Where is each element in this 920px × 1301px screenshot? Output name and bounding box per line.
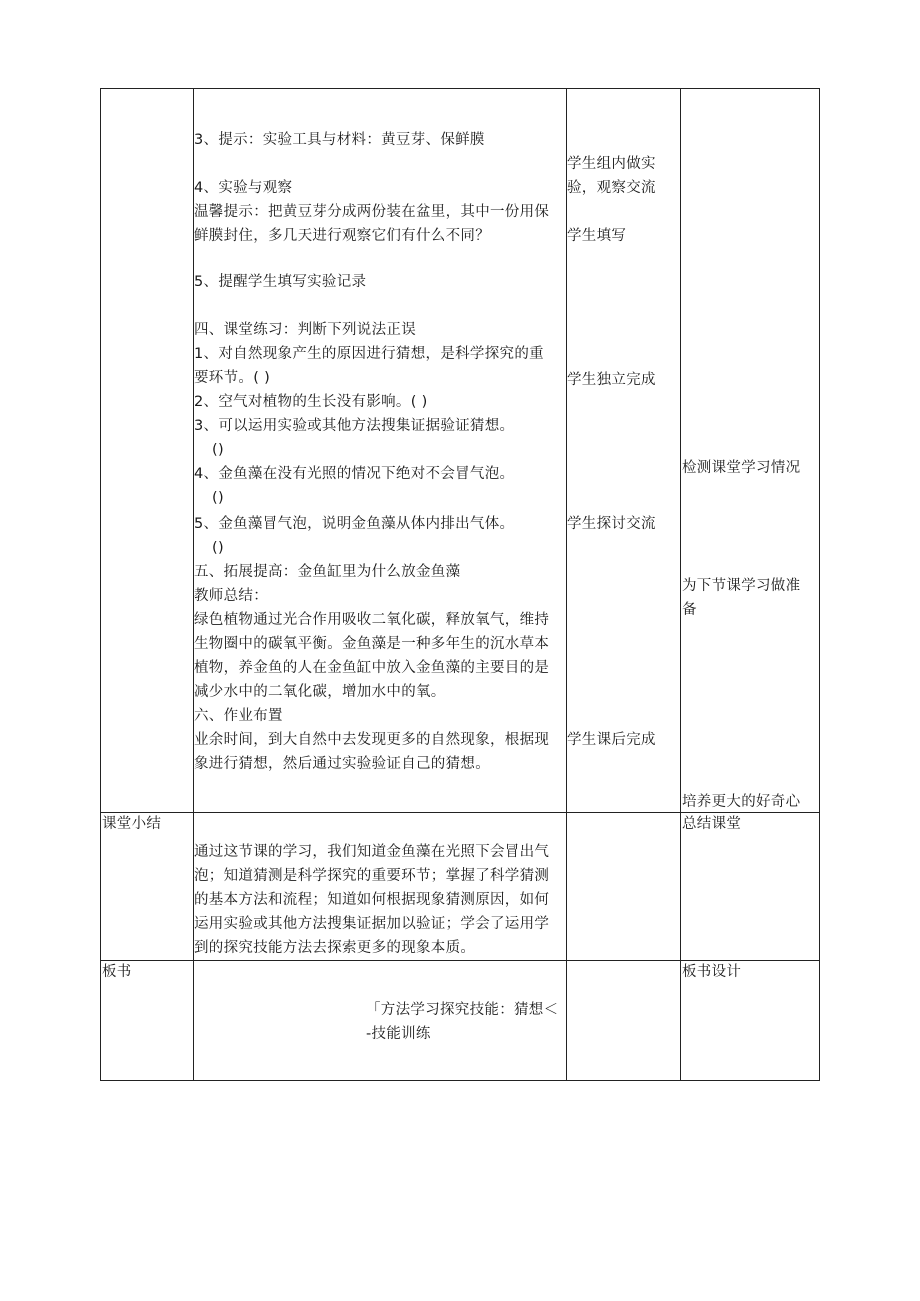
summary-line: 运用实验或其他方法搜集证据加以验证；学会了运用学 — [194, 916, 550, 932]
content-line: 5、金鱼藻冒气泡，说明金鱼藻从体内排出气体。 — [194, 516, 515, 532]
content-line: 四、课堂练习：判断下列说法正误 — [194, 322, 416, 338]
content-line: 温馨提示：把黄豆芽分成两份装在盆里，其中一份用保 — [194, 204, 550, 220]
table-border-left — [100, 88, 101, 1081]
content-line: 1、对自然现象产生的原因进行猜想，是科学探究的重 — [194, 346, 544, 362]
summary-line: 到的探究技能方法去探索更多的现象本质。 — [194, 940, 476, 956]
content-line: () — [212, 442, 224, 458]
column-divider-3 — [680, 88, 681, 1081]
intent-line: 培养更大的好奇心 — [682, 794, 801, 810]
summary-line: 泡；知道猜测是科学探究的重要环节；掌握了科学猜测 — [194, 868, 550, 884]
intent-line: 检测课堂学习情况 — [682, 460, 801, 476]
table-border-bottom — [100, 1080, 820, 1081]
table-border-top — [100, 88, 820, 89]
activity-line: 学生填写 — [567, 228, 627, 244]
content-line: () — [212, 490, 224, 506]
board-line: -技能训练 — [366, 1026, 431, 1042]
content-line: 植物，养金鱼的人在金鱼缸中放入金鱼藻的主要目的是 — [194, 660, 550, 676]
activity-line: 学生课后完成 — [567, 732, 656, 748]
content-line: 3、可以运用实验或其他方法搜集证据验证猜想。 — [194, 418, 515, 434]
content-line: 3、提示：实验工具与材料：黄豆芽、保鲜膜 — [194, 132, 485, 148]
content-line: 减少水中的二氧化碳，增加水中的氧。 — [194, 684, 446, 700]
content-line: 六、作业布置 — [194, 708, 283, 724]
content-line: 4、金鱼藻在没有光照的情况下绝对不会冒气泡。 — [194, 466, 515, 482]
content-line: 教师总结： — [194, 588, 268, 604]
content-line: 绿色植物通过光合作用吸收二氧化碳，释放氧气，维持 — [194, 612, 550, 628]
content-line: 2、空气对植物的生长没有影响。( ) — [194, 394, 428, 410]
activity-line: 学生独立完成 — [567, 372, 656, 388]
row-divider-board — [100, 960, 820, 961]
table-border-right — [819, 88, 820, 1081]
board-line: 「方法学习探究技能：猜想＜ — [366, 1002, 559, 1018]
content-line: 鲜膜封住，多几天进行观察它们有什么不同？ — [194, 228, 490, 244]
board-label: 板书 — [102, 964, 132, 980]
content-line: 要环节。( ) — [194, 370, 271, 386]
content-line: 5、提醒学生填写实验记录 — [194, 274, 367, 290]
row-divider-summary — [100, 812, 820, 813]
summary-intent: 总结课堂 — [682, 816, 742, 832]
content-line: 生物圈中的碳氧平衡。金鱼藻是一种多年生的沉水草本 — [194, 636, 550, 652]
activity-line: 验，观察交流 — [567, 180, 656, 196]
intent-line: 备 — [682, 602, 697, 618]
activity-line: 学生组内做实 — [567, 156, 656, 172]
summary-label: 课堂小结 — [102, 816, 162, 832]
content-line: () — [212, 540, 224, 556]
content-line: 象进行猜想，然后通过实验验证自己的猜想。 — [194, 756, 490, 772]
summary-line: 的基本方法和流程；知道如何根据现象猜测原因，如何 — [194, 892, 550, 908]
content-line: 五、拓展提高：金鱼缸里为什么放金鱼藻 — [194, 564, 461, 580]
activity-line: 学生探讨交流 — [567, 516, 656, 532]
content-line: 业余时间，到大自然中去发现更多的自然现象，根据现 — [194, 732, 550, 748]
board-intent: 板书设计 — [682, 964, 742, 980]
content-line: 4、实验与观察 — [194, 180, 293, 196]
summary-line: 通过这节课的学习，我们知道金鱼藻在光照下会冒出气 — [194, 844, 550, 860]
intent-line: 为下节课学习做准 — [682, 578, 801, 594]
